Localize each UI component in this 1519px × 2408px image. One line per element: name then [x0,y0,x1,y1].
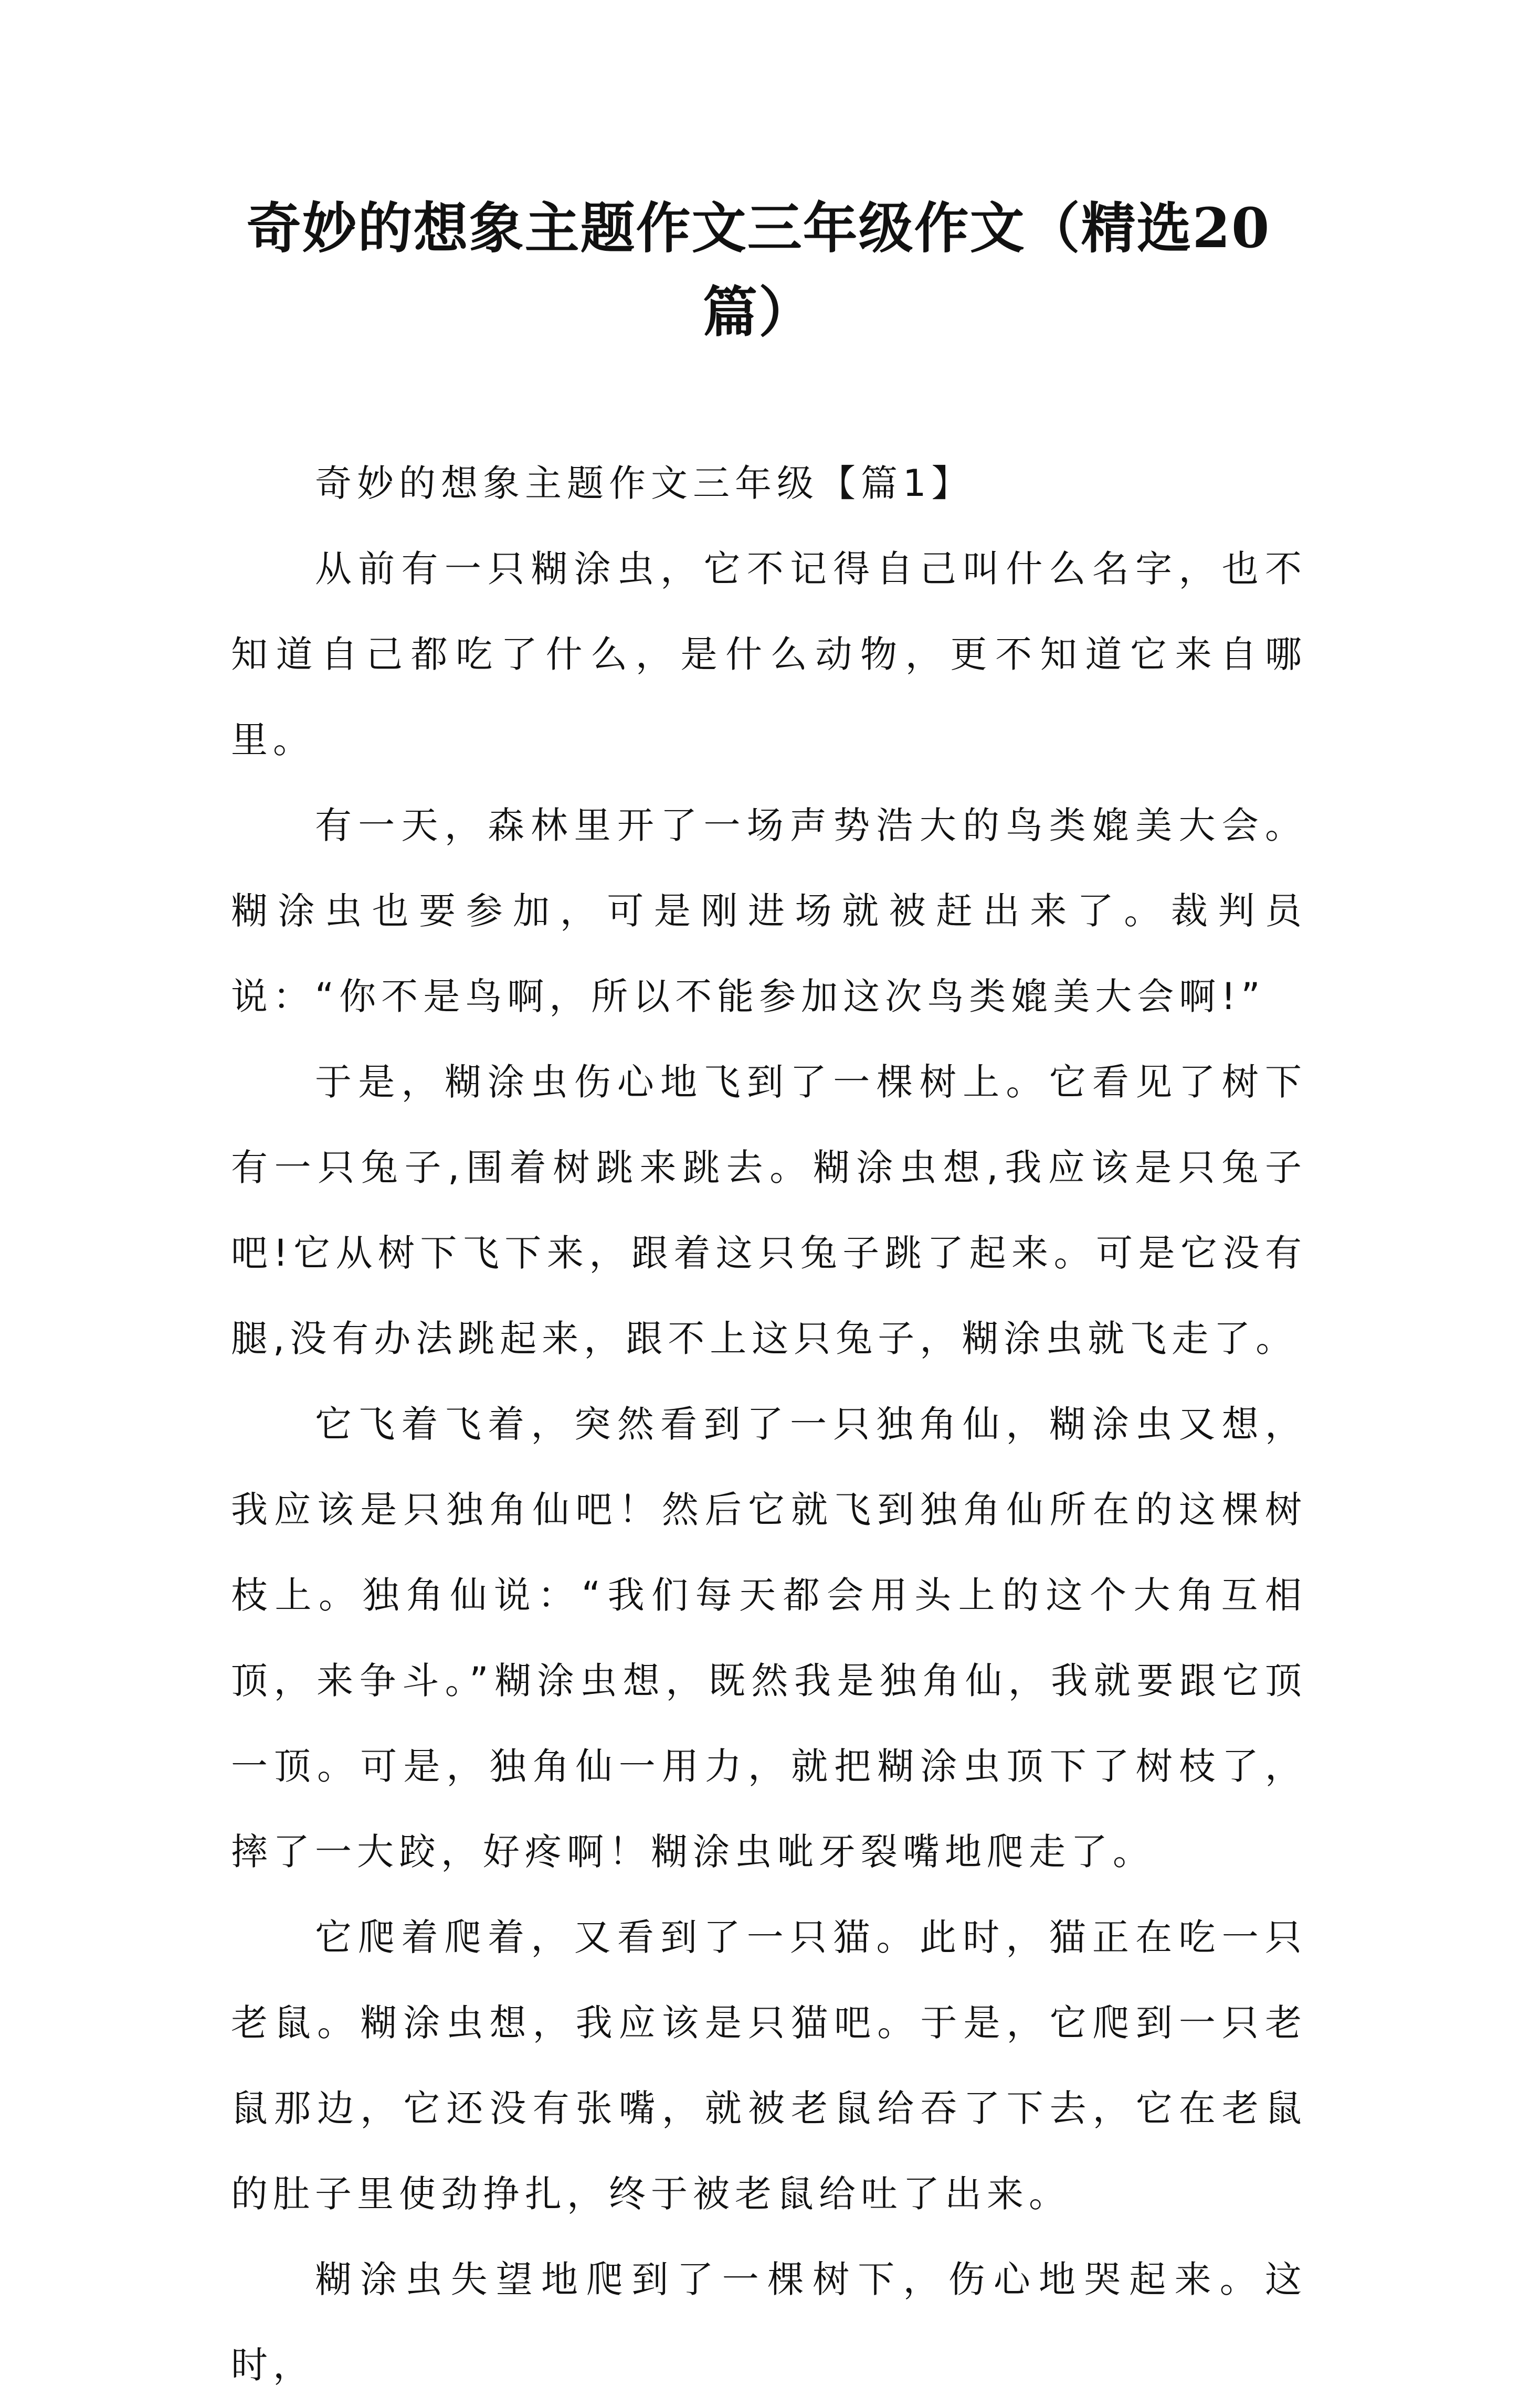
paragraph: 糊涂虫失望地爬到了一棵树下，伤心地哭起来。这时， [231,2258,1307,2386]
paragraph: 有一天，森林里开了一场声势浩大的鸟类媲美大会。糊涂虫也要参加，可是刚进场就被赶出来了。裁判员说：“你不是鸟啊，所以不能参加这次鸟类媲美大会啊!” [231,804,1307,1018]
section-heading: 奇妙的想象主题作文三年级【篇1】 [315,462,974,505]
paragraph: 它爬着爬着，又看到了一只猫。此时，猫正在吃一只老鼠。糊涂虫想，我应该是只猫吧。于是，它爬到一只老鼠那边，它还没有张嘴，就被老鼠给吞了下去，它在老鼠的肚子里使劲挣扎，终于被老鼠给吐了出来。 [231,1916,1307,2215]
document-body [231,441,1307,2408]
paragraph: 从前有一只糊涂虫，它不记得自己叫什么名字，也不知道自己都吃了什么，是什么动物，更不知道它来自哪里。 [231,547,1307,761]
paragraph: 它飞着飞着，突然看到了一只独角仙，糊涂虫又想，我应该是只独角仙吧！然后它就飞到独角仙所在的这棵树枝上。独角仙说：“我们每天都会用头上的这个大角互相顶，来争斗。”糊涂虫想，既然我是独角仙，我就要跟它顶一顶。可是，独角仙一用力，就把糊涂虫顶下了树枝了，摔了一大跤，好疼啊！糊涂虫呲牙裂嘴地爬走了。 [231,1403,1307,1873]
paragraph: 于是，糊涂虫伤心地飞到了一棵树上。它看见了树下有一只兔子,围着树跳来跳去。糊涂虫想,我应该是只兔子吧!它从树下飞下来，跟着这只兔子跳了起来。可是它没有腿,没有办法跳起来，跟不上这只兔子，糊涂虫就飞走了。 [231,1060,1307,1360]
document-title: 奇妙的想象主题作文三年级作文（精选20篇） [246,196,1271,344]
